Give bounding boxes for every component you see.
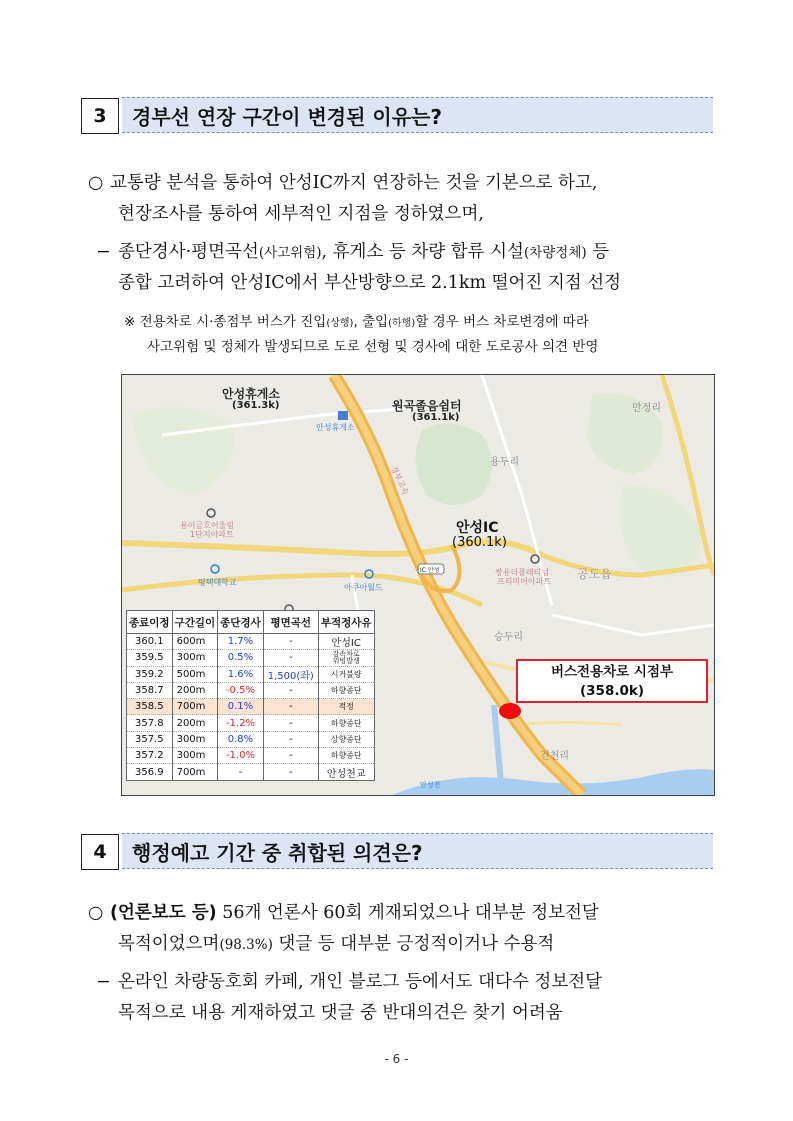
bold-lead: (언론보도 등)	[110, 903, 217, 923]
cell-slope: -1.2%	[218, 715, 264, 731]
table-header: 구간길이	[172, 611, 218, 634]
dash-paragraph: − 온라인 차량동호회 카페, 개인 블로그 등에서도 대다수 정보전달	[96, 967, 602, 998]
cell-end-km: 357.2	[127, 748, 173, 764]
rest-area-label: 안성휴게소	[222, 387, 280, 401]
cell-slope: 0.1%	[218, 699, 264, 715]
cell-curve: -	[263, 748, 318, 764]
dash-mark: −	[96, 972, 111, 992]
dash-mark: −	[96, 242, 111, 262]
table-body	[127, 634, 375, 781]
apt2-label-2: 프리미어아파트	[497, 577, 552, 586]
cell-length: 700m	[172, 764, 218, 780]
cell-end-km: 359.2	[127, 666, 173, 682]
table-row	[127, 650, 375, 666]
rest-area-icon-label: 안성휴게소	[316, 423, 355, 432]
cell-slope: 1.6%	[218, 666, 264, 682]
cell-length: 200m	[172, 682, 218, 698]
cell-end-km: 359.5	[127, 650, 173, 666]
aqua-label: 아쿠아월드	[344, 583, 383, 592]
section-title: 경부선 연장 구간이 변경된 이유는?	[122, 97, 713, 133]
rest-area-km: (361.3k)	[232, 400, 280, 411]
callout-title: 버스전용차로 시점부	[550, 664, 674, 680]
place-gongdo: 공도읍	[577, 567, 612, 581]
apt1-label: 용이금호어울림	[180, 521, 235, 530]
table-header: 부적정사유	[318, 611, 374, 634]
place-geoncheonri: 건천리	[540, 751, 569, 762]
table-header: 종료이정	[127, 611, 173, 634]
cell-slope: -0.5%	[218, 682, 264, 698]
cell-curve: -	[263, 731, 318, 747]
section-number: 4	[81, 834, 119, 870]
table-header: 평면곡선	[263, 611, 318, 634]
bullet-paragraph-cont: 현장조사를 통하여 세부적인 지점을 정하였으며,	[118, 204, 484, 224]
cell-length: 300m	[172, 731, 218, 747]
cell-length: 200m	[172, 715, 218, 731]
cell-curve: -	[263, 634, 318, 650]
cell-slope: -	[218, 764, 264, 780]
stream-label: 안성천	[420, 781, 441, 789]
cell-end-km: 358.7	[127, 682, 173, 698]
cell-reason: 하향종단	[318, 682, 374, 698]
bullet-paragraph: ○ (언론보도 등) 56개 언론사 60회 게재되었으나 대부분 정보전달	[88, 898, 599, 929]
ic-km: (360.1k)	[452, 535, 507, 550]
start-point-marker	[499, 703, 521, 719]
cell-reason: 적정	[318, 699, 374, 715]
place-yongduri: 용두리	[490, 457, 519, 468]
apt2-label: 쌍용더플래티넘	[495, 568, 550, 577]
cell-curve: -	[263, 764, 318, 780]
cell-curve: -	[263, 699, 318, 715]
cell-reason: 안성천교	[318, 764, 374, 780]
cell-slope: 0.8%	[218, 731, 264, 747]
section-number: 3	[81, 98, 119, 134]
table-row	[127, 699, 375, 715]
section-title: 행정예고 기간 중 취합된 의견은?	[122, 833, 713, 869]
cell-slope: -1.0%	[218, 748, 264, 764]
cell-length: 600m	[172, 634, 218, 650]
section-3-header	[81, 97, 713, 135]
cell-end-km: 358.5	[127, 699, 173, 715]
note-line-cont: 사고위험 및 정체가 발생되므로 도로 선형 및 경사에 대한 도로공사 의견 반영	[147, 339, 599, 355]
cell-reason	[318, 650, 374, 666]
cell-reason-line2: 위빙발생	[332, 656, 360, 665]
dash-paragraph-cont: 목적으로 내용 게재하였고 댓글 중 반대의견은 찾기 어려움	[118, 1003, 563, 1023]
table-row	[127, 715, 375, 731]
table-row	[127, 634, 375, 650]
cell-slope: 1.7%	[218, 634, 264, 650]
bus-lane-start-callout	[516, 659, 708, 703]
cell-length: 300m	[172, 748, 218, 764]
cell-reason-line1: 감속차로	[332, 649, 360, 658]
ic-label: 안성IC	[456, 520, 499, 536]
place-manjeong: 만정리	[632, 403, 661, 414]
note-line: ※ 전용차로 시·종점부 버스가 진입(상행), 출입(하행)할 경우 버스 차로변경에 따라	[124, 314, 589, 330]
bullet-paragraph: ○ 교통량 분석을 통하여 안성IC까지 연장하는 것을 기본으로 하고,	[88, 168, 597, 199]
cell-reason: 시거불량	[318, 666, 374, 682]
callout-km: (358.0k)	[579, 683, 645, 699]
table-row	[127, 666, 375, 682]
place-seungduri: 승두리	[494, 632, 523, 643]
cell-length: 700m	[172, 699, 218, 715]
bullet-mark: ○	[88, 173, 104, 193]
expressway-label: 경부고속	[388, 464, 411, 497]
shelter-km: (361.1k)	[412, 412, 460, 423]
cell-slope: 0.5%	[218, 650, 264, 666]
table-header: 종단경사	[218, 611, 264, 634]
table-row	[127, 764, 375, 780]
cell-length: 300m	[172, 650, 218, 666]
bullet-mark: ○	[88, 903, 104, 923]
cell-reason: 상향종단	[318, 731, 374, 747]
page-number: - 6 -	[384, 1052, 409, 1066]
pyeongtaek-univ-label: 평택대학교	[198, 578, 237, 587]
cell-reason: 하향종단	[318, 715, 374, 731]
table-row	[127, 731, 375, 747]
ic-small-label: IC 안성	[420, 567, 440, 574]
cell-reason: 안성IC	[318, 634, 374, 650]
section-table	[126, 610, 375, 781]
cell-end-km: 360.1	[127, 634, 173, 650]
cell-end-km: 357.8	[127, 715, 173, 731]
section-4-header	[81, 833, 713, 871]
apt1-label-2: 1단지아파트	[190, 530, 234, 539]
dash-paragraph: − 종단경사·평면곡선(사고위험), 휴게소 등 차량 합류 시설(차량정체) 등	[96, 237, 609, 269]
shelter-label: 원곡졸음쉼터	[392, 399, 462, 413]
cell-end-km: 357.5	[127, 731, 173, 747]
cell-curve: -	[263, 682, 318, 698]
cell-reason: 하향종단	[318, 748, 374, 764]
cell-length: 500m	[172, 666, 218, 682]
dash-paragraph-cont: 종합 고려하여 안성IC에서 부산방향으로 2.1km 떨어진 지점 선정	[118, 273, 622, 293]
table-row	[127, 748, 375, 764]
table-row	[127, 682, 375, 698]
bullet-paragraph-cont: 목적이었으며(98.3%) 댓글 등 대부분 긍정적이거나 수용적	[118, 934, 555, 954]
cell-curve: -	[263, 650, 318, 666]
route-map	[121, 374, 715, 796]
cell-end-km: 356.9	[127, 764, 173, 780]
cell-curve: 1,500(좌)	[263, 666, 318, 682]
cell-curve: -	[263, 715, 318, 731]
